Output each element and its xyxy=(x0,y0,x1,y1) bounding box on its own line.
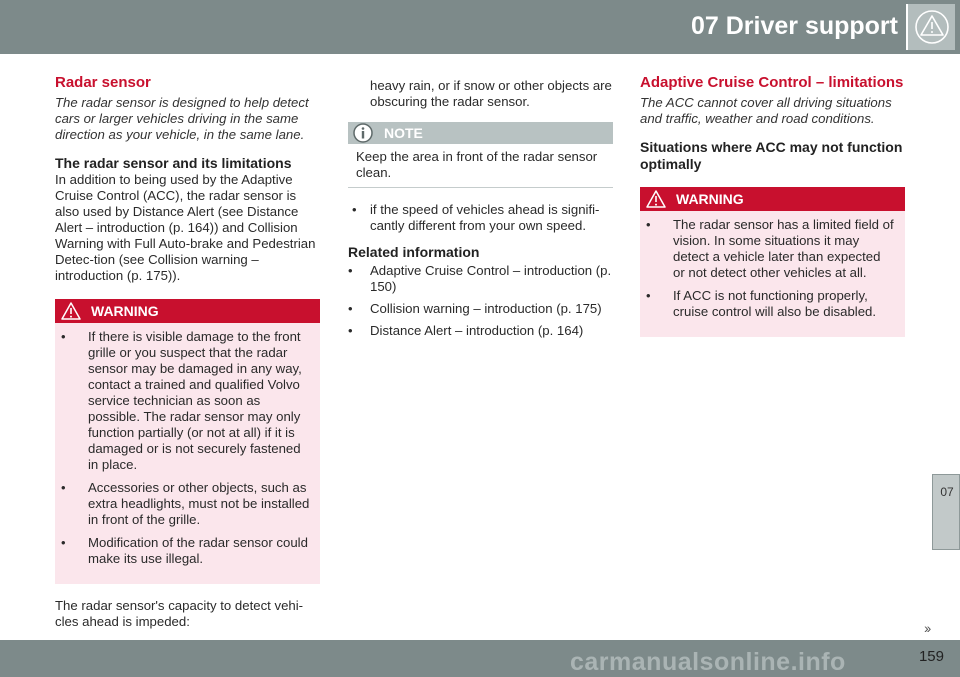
note-text: Keep the area in front of the radar sensor clean. xyxy=(356,149,598,180)
note-header xyxy=(348,122,613,144)
related-link[interactable]: • Collision warning – introduction (p. 175) xyxy=(348,301,613,317)
note-box xyxy=(348,122,613,188)
continued-text: heavy rain, or if snow or other objects are obscuring the radar sensor. xyxy=(370,78,612,109)
section-heading-acc-limitations: Adaptive Cruise Control – limitations xyxy=(640,74,904,91)
warning-triangle-icon xyxy=(914,9,950,45)
section-heading-radar-sensor: Radar sensor xyxy=(55,74,151,91)
section-intro: The ACC cannot cover all driving situations and traffic, weather and road conditions. xyxy=(640,95,892,126)
related-link[interactable]: • Distance Alert – introduction (p. 164) xyxy=(348,323,613,339)
warning-box xyxy=(55,299,320,584)
double-chevron-right-icon[interactable]: ›› xyxy=(924,620,930,636)
warning-item: • The radar sensor has a limited field of vision. In some situations it may detect a vehicle later than expected or not detect other vehicles at all. xyxy=(640,217,895,281)
related-information xyxy=(348,244,613,339)
warning-list xyxy=(640,217,895,320)
chapter-icon-box xyxy=(906,4,955,50)
note-label: NOTE xyxy=(384,125,423,141)
related-list xyxy=(348,263,613,339)
chapter-header xyxy=(0,0,960,54)
subheading-situations: Situations where ACC may not function optimally xyxy=(640,139,903,172)
warning-item: • Modification of the radar sensor could make its use illegal. xyxy=(55,535,310,567)
warning-header xyxy=(640,187,905,211)
watermark: carmanualsonline.info xyxy=(570,648,846,676)
side-tab-label: 07 xyxy=(940,485,954,499)
warning-item: • If ACC is not functioning properly, cruise control will also be disabled. xyxy=(640,288,895,320)
body-paragraph: In addition to being used by the Adaptive Cruise Control (ACC), the radar sensor is also used by Distance Alert (see Distance Alert – introduction (p. 164)) and Collision Warning with Full Auto-brake and Pedestrian Detec-tion (see Collision warning – introduction (p. 175)). xyxy=(55,172,316,283)
related-heading: Related information xyxy=(348,244,480,260)
chapter-title: 07 Driver support xyxy=(690,12,898,40)
warning-icon xyxy=(61,302,81,320)
subheading-limitations: The radar sensor and its limitations xyxy=(55,155,292,171)
warning-header xyxy=(55,299,320,323)
warning-box xyxy=(640,187,905,337)
column-acc-limitations xyxy=(640,75,905,351)
warning-item: • If there is visible damage to the front grille or you suspect that the radar sensor may be damaged in any way, contact a trained and qualified Volvo service technician as soon as possible. The radar sensor may only function partially (or not at all) if it is damaged or is not securely fastened in place. xyxy=(55,329,310,473)
warning-label: WARNING xyxy=(91,303,159,319)
warning-list xyxy=(55,329,310,567)
column-radar-sensor xyxy=(55,75,320,677)
warning-label: WARNING xyxy=(676,191,744,207)
info-icon xyxy=(352,122,374,144)
page-number: 159 xyxy=(918,648,944,665)
impeded-item: • if the speed of vehicles ahead is signifi-cantly different from your own speed. xyxy=(348,202,613,234)
chapter-side-tab[interactable] xyxy=(932,474,960,550)
warning-item: • Accessories or other objects, such as extra headlights, must not be installed in front of the grille. xyxy=(55,480,310,528)
capacity-text: The radar sensor's capacity to detect vehi-cles ahead is impeded: xyxy=(55,598,304,629)
warning-icon xyxy=(646,190,666,208)
column-continued xyxy=(348,78,613,345)
related-link[interactable]: • Adaptive Cruise Control – introduction (p. 150) xyxy=(348,263,613,295)
impeded-list-continued xyxy=(348,202,613,234)
section-intro: The radar sensor is designed to help detect cars or larger vehicles driving in the same direction as your vehicle, in the same lane. xyxy=(55,95,309,142)
